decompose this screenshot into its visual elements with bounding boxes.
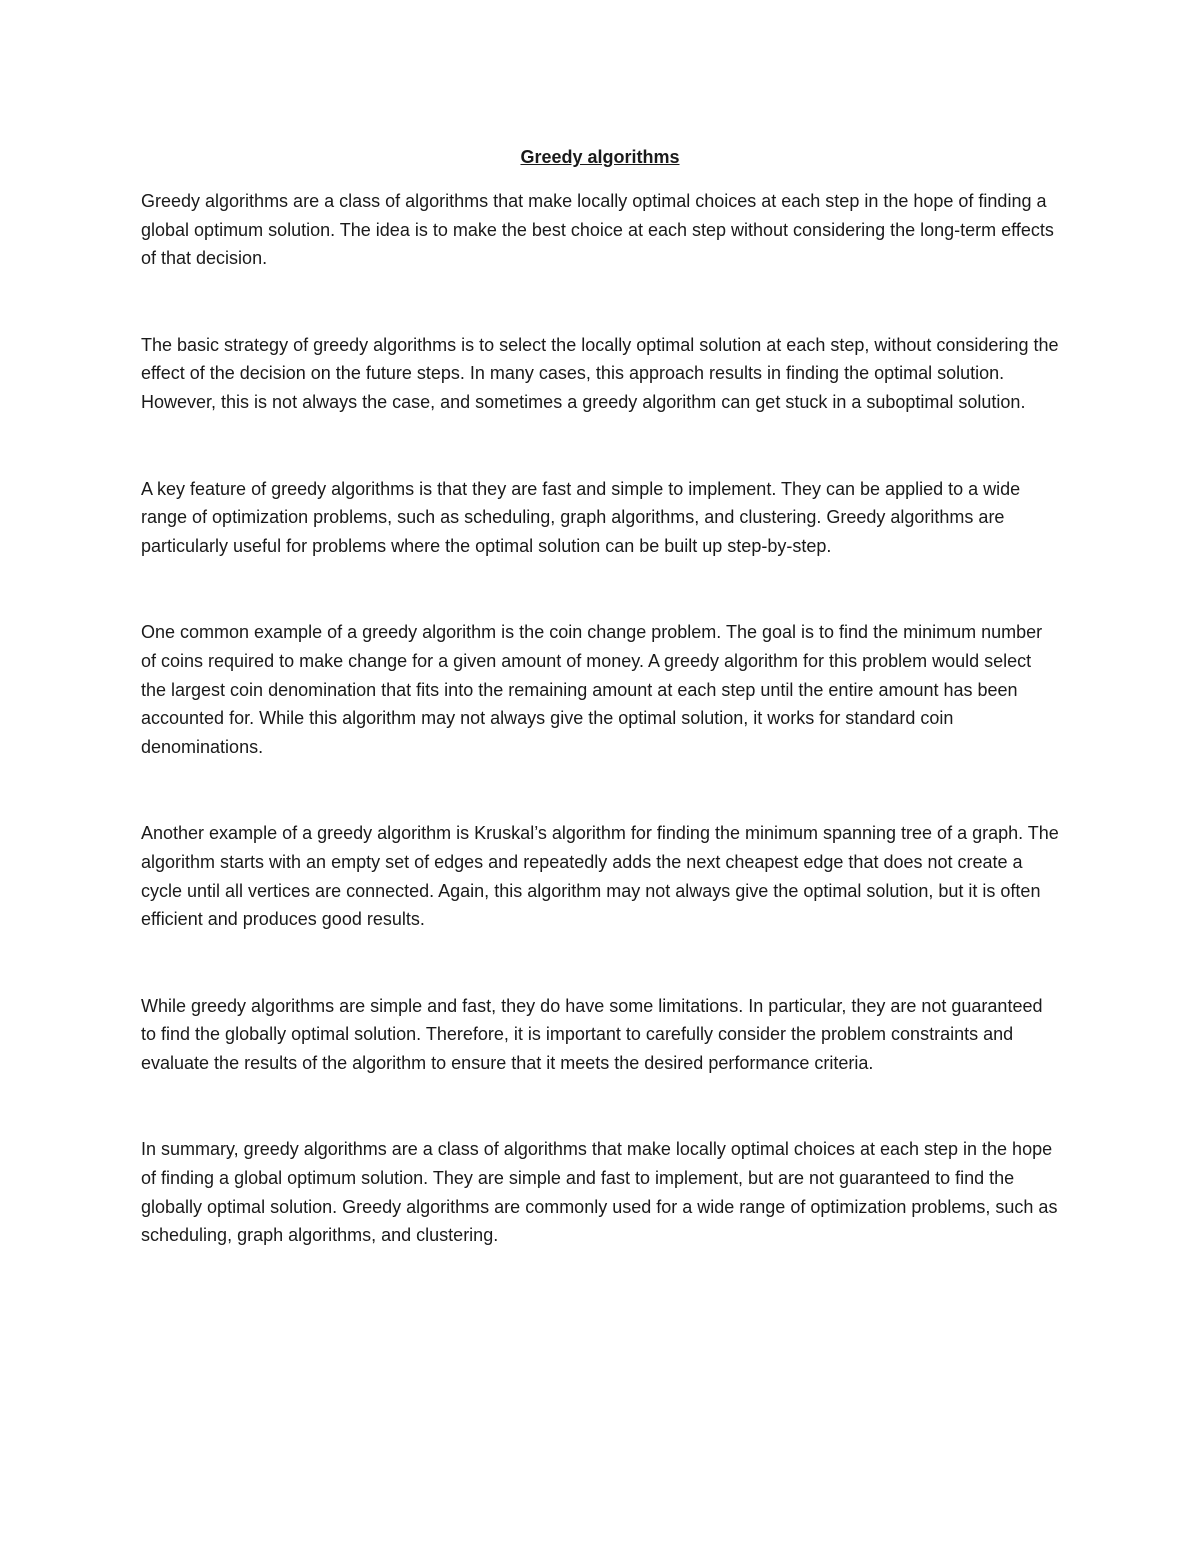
paragraph-key-feature: A key feature of greedy algorithms is that they are fast and simple to implement. They can be applied to a wide range of optimization problems, such as scheduling, graph algorithms, and clustering. Greedy algorithms are particularly useful for problems where the optimal solution can be built up step-by-step. (141, 478, 1021, 556)
paragraph-coin-change: One common example of a greedy algorithm is the coin change problem. The goal is to find the minimum number of coins required to make change for a given amount of money. A greedy algorithm for this problem would select the largest coin denomination that fits into the remaining amount at each step until the entire amount has been accounted for. While this algorithm may not always give the optimal solution, it works for standard coin denominations. (141, 622, 1043, 757)
document-title: Greedy algorithms (520, 147, 680, 167)
paragraph-introduction: Greedy algorithms are a class of algorithms that make locally optimal choices at each step in the hope of finding a global optimum solution. The idea is to make the best choice at each step without considering the long-term effects of that decision. (141, 191, 1054, 269)
paragraph-summary: In summary, greedy algorithms are a class of algorithms that make locally optimal choices at each step in the hope of finding a global optimum solution. They are simple and fast to implement, but are not guaranteed to find the globally optimal solution. Greedy algorithms are commonly used for a wide range of optimization problems, such as scheduling, graph algorithms, and clustering. (141, 1139, 1058, 1246)
paragraph-kruskal: Another example of a greedy algorithm is Kruskal’s algorithm for finding the minimum spanning tree of a graph. The algorithm starts with an empty set of edges and repeatedly adds the next cheapest edge that does not create a cycle until all vertices are connected. Again, this algorithm may not always give the optimal solution, but it is often efficient and produces good results. (141, 823, 1059, 930)
paragraph-limitations: While greedy algorithms are simple and fast, they do have some limitations. In particular, they are not guaranteed to find the globally optimal solution. Therefore, it is important to carefully consider the problem constraints and evaluate the results of the algorithm to ensure that it meets the desired performance criteria. (141, 995, 1043, 1073)
document-body (141, 143, 1059, 1308)
paragraph-basic-strategy: The basic strategy of greedy algorithms is to select the locally optimal solution at each step, without considering the effect of the decision on the future steps. In many cases, this approach results in finding the optimal solution. However, this is not always the case, and sometimes a greedy algorithm can get stuck in a suboptimal solution. (141, 334, 1059, 412)
